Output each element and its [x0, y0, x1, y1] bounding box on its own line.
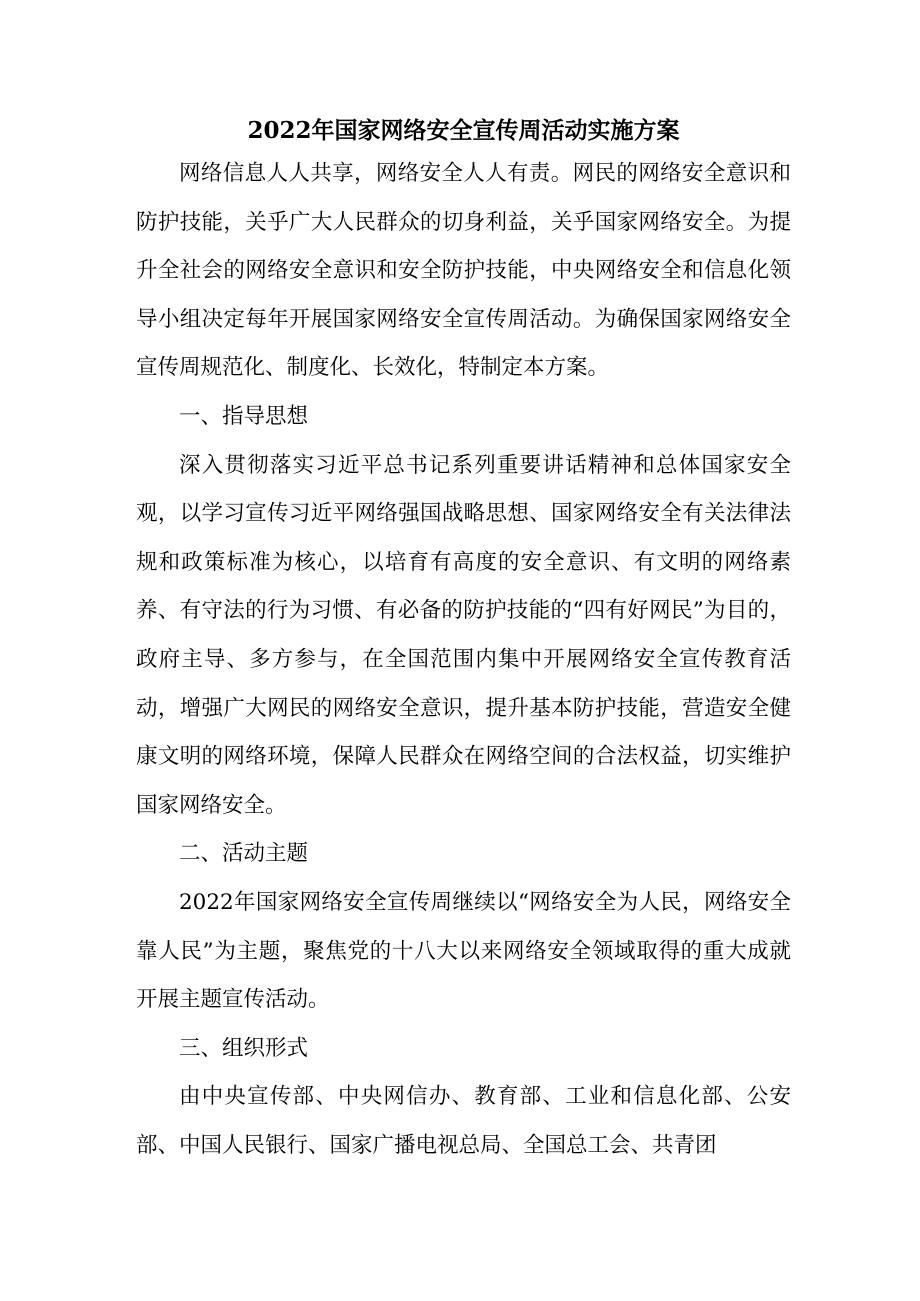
section-guiding-ideology [136, 393, 791, 830]
section-organization-form [136, 1025, 791, 1171]
section-heading: 三、组织形式 [179, 1035, 309, 1061]
section-activity-theme [136, 830, 791, 1024]
section-paragraph: 深入贯彻落实习近平总书记系列重要讲话精神和总体国家安全观，以学习宣传习近平网络强国战略思想、国家网络安全有关法律法规和政策标准为核心，以培育有高度的安全意识、有文明的网络素养、有守法的行为习惯、有必备的防护技能的“四有好网民”为目的，政府主导、多方参与，在全国范围内集中开展网络安全宣传教育活动，增强广大网民的网络安全意识，提升基本防护技能，营造安全健康文明的网络环境，保障人民群众在网络空间的合法权益，切实维护国家网络安全。 [136, 452, 791, 818]
document-content [136, 112, 791, 1170]
section-heading: 一、指导思想 [179, 403, 309, 429]
section-paragraph: 2022年国家网络安全宣传周继续以“网络安全为人民，网络安全靠人民”为主题，聚焦党的十八大以来网络安全领域取得的重大成就开展主题宣传活动。 [136, 889, 791, 1013]
intro-paragraph: 网络信息人人共享，网络安全人人有责。网民的网络安全意识和防护技能，关乎广大人民群众的切身利益，关乎国家网络安全。为提升全社会的网络安全意识和安全防护技能，中央网络安全和信息化领导小组决定每年开展国家网络安全宣传周活动。为确保国家网络安全宣传周规范化、制度化、长效化，特制定本方案。 [136, 161, 791, 381]
document-title: 2022年国家网络安全宣传周活动实施方案 [247, 117, 680, 144]
section-paragraph: 由中央宣传部、中央网信办、教育部、工业和信息化部、公安部、中国人民银行、国家广播电视总局、全国总工会、共青团 [136, 1084, 791, 1158]
section-heading: 二、活动主题 [179, 841, 309, 867]
